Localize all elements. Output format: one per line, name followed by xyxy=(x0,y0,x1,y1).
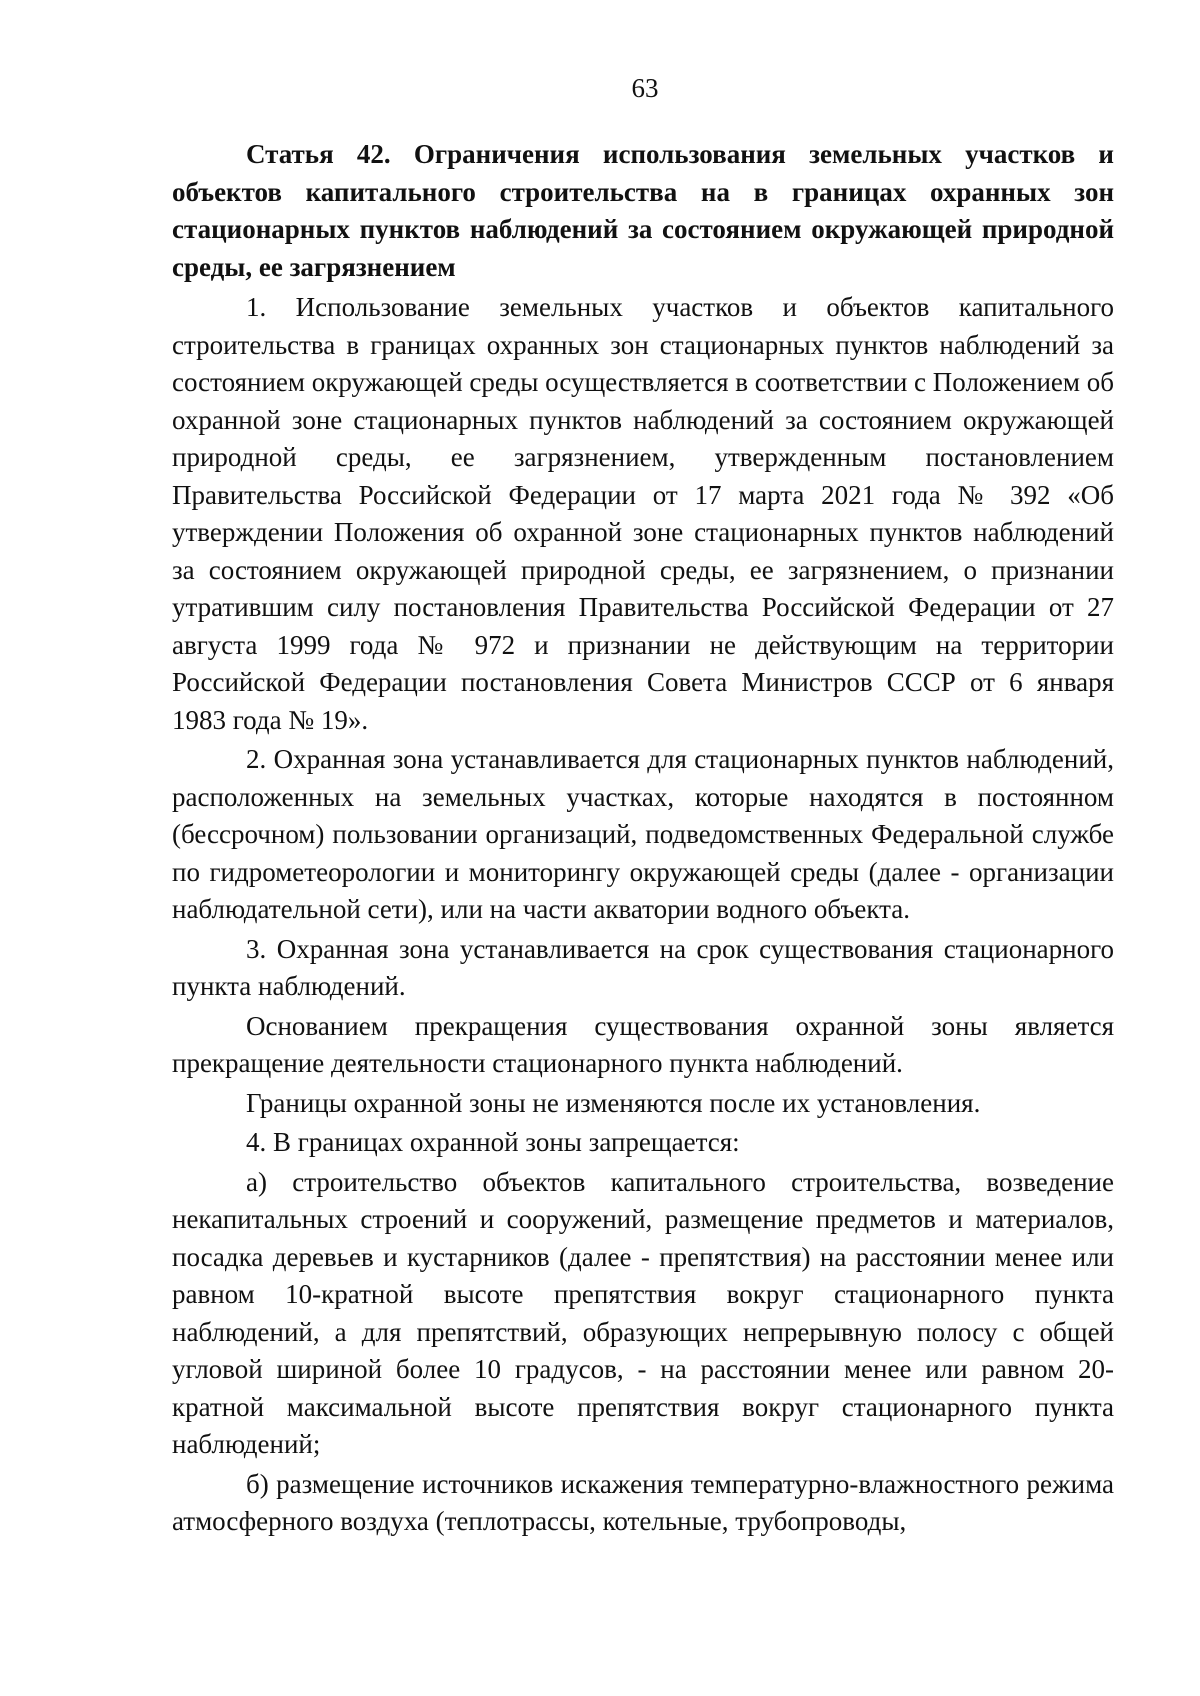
article-heading: Статья 42. Ограничения использования земельных участков и объектов капитального строительства на в границах охранных зон стационарных пунктов наблюдений за состоянием окружающей природной среды, ее загрязнением xyxy=(172,139,1114,282)
paragraph-1: 1. Использование земельных участков и объектов капитального строительства в границах охранных зон стационарных пунктов наблюдений за состоянием окружающей среды осуществляется в соответствии с Положением об охранной зоне стационарных пунктов наблюдений за состоянием окружающей природной среды, ее загрязнением, утвержденным постановлением Правительства Российской Федерации от 17 марта 2021 года № 392 «Об утверждении Положения об охранной зоне стационарных пунктов наблюдений за состоянием окружающей природной среды, ее загрязнением, о признании утратившим силу постановления Правительства Российской Федерации от 27 августа 1999 года № 972 и признании не действующим на территории Российской Федерации постановления Совета Министров СССР от 6 января 1983 года № 19». xyxy=(172,292,1114,735)
paragraph-3-boundaries: Границы охранной зоны не изменяются после их установления. xyxy=(246,1087,981,1118)
paragraph-4-item-a: а) строительство объектов капитального строительства, возведение некапитальных строений и сооружений, размещение предметов и материалов, посадка деревьев и кустарников (далее - препятствия) на расстоянии менее или равном 10-кратной высоте препятствия вокруг стационарного пункта наблюдений, а для препятствий, образующих непрерывную полосу с общей угловой шириной более 10 градусов, - на расстоянии менее или равном 20-кратной максимальной высоте препятствия вокруг стационарного пункта наблюдений; xyxy=(172,1166,1114,1459)
paragraph-3-continued: Основанием прекращения существования охранной зоны является прекращение деятельности стационарного пункта наблюдений. xyxy=(172,1010,1114,1078)
paragraph-3: 3. Охранная зона устанавливается на срок существования стационарного пункта наблюдений. xyxy=(172,933,1114,1001)
paragraph-4: 4. В границах охранной зоны запрещается: xyxy=(246,1127,740,1157)
document-body xyxy=(172,136,1114,1543)
paragraph-4-item-b: б) размещение источников искажения температурно-влажностного режима атмосферного воздуха (теплотрассы, котельные, трубопроводы, xyxy=(172,1468,1114,1536)
paragraph-2: 2. Охранная зона устанавливается для стационарных пунктов наблюдений, расположенных на земельных участках, которые находятся в постоянном (бессрочном) пользовании организаций, подведомственных Федеральной службе по гидрометеорологии и мониторингу окружающей среды (далее - организации наблюдательной сети), или на части акватории водного объекта. xyxy=(172,744,1114,924)
page-number: 63 xyxy=(631,73,659,103)
